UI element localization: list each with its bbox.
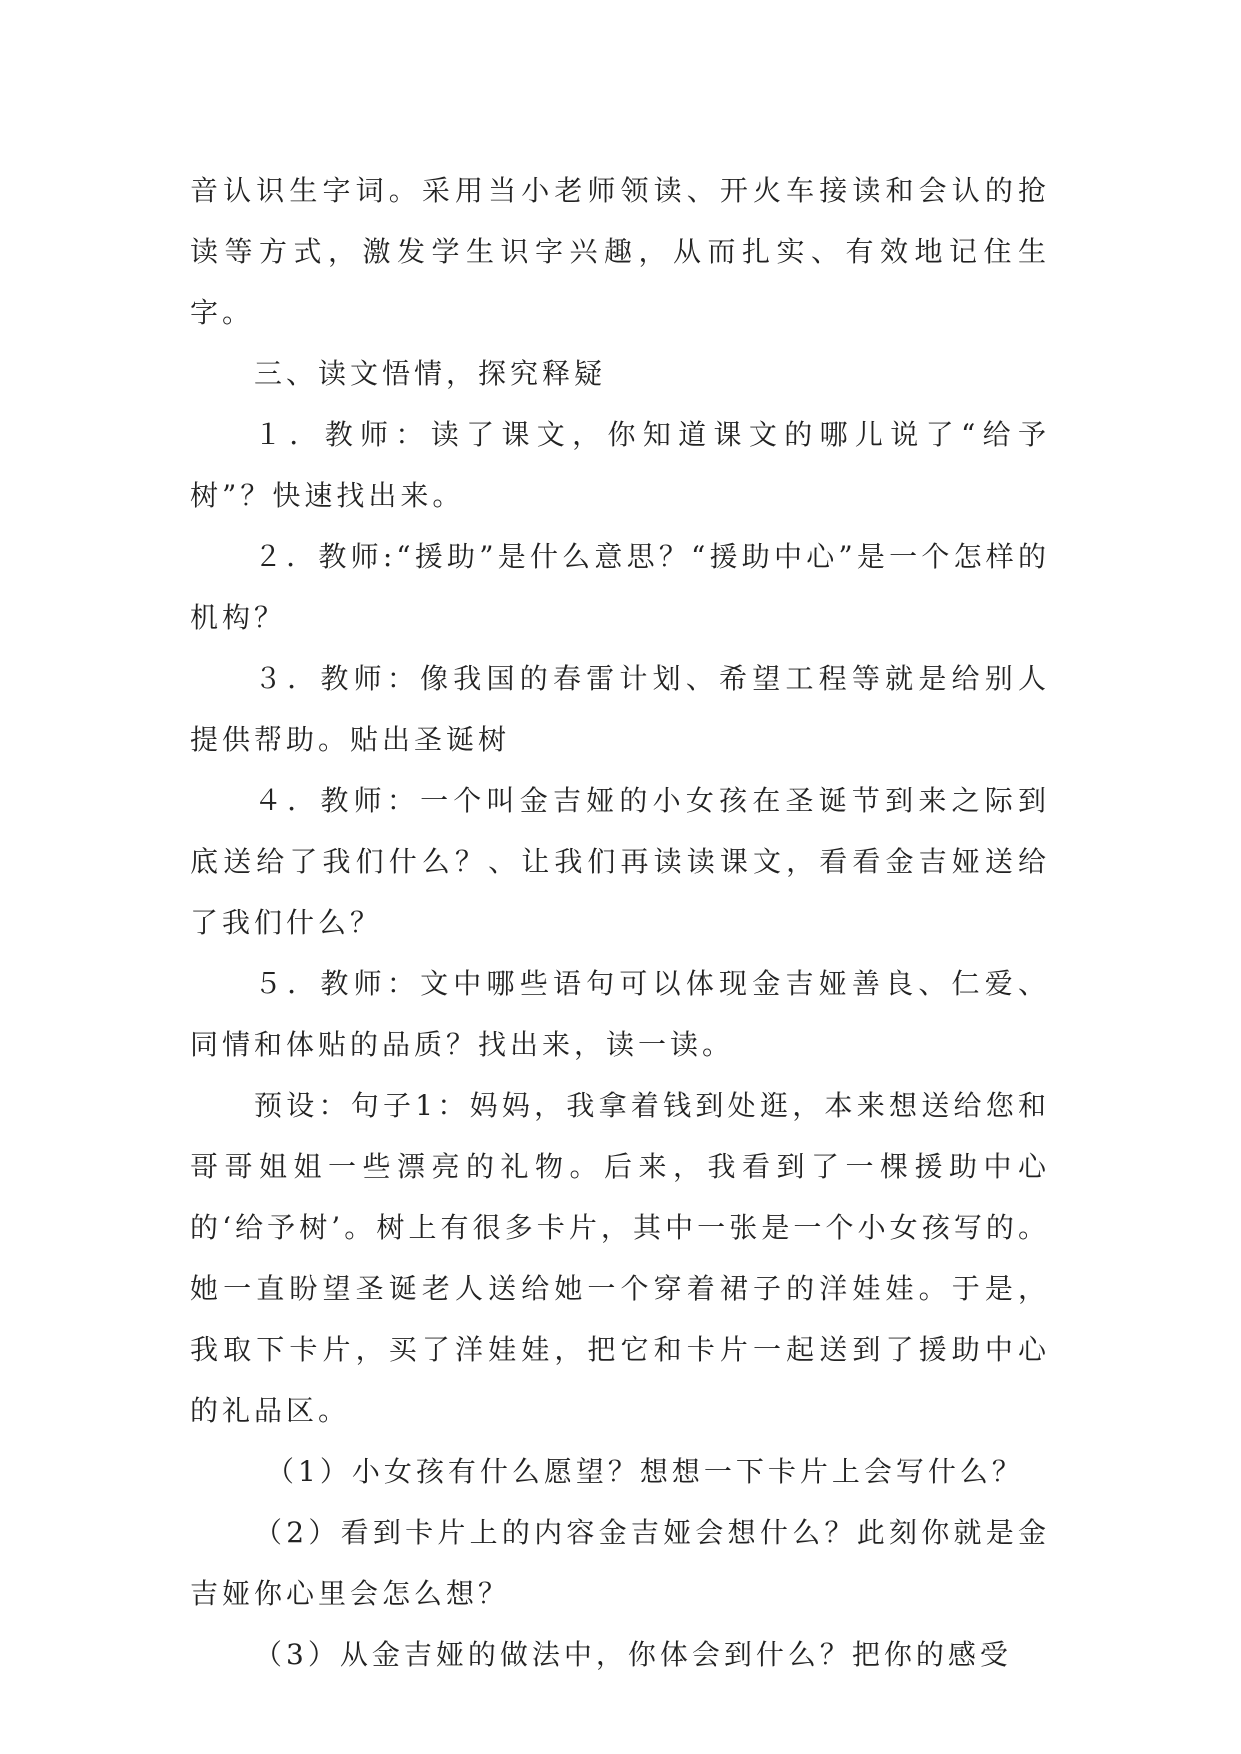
paragraph-item-2: ２．教师:“援助”是什么意思？“援助中心”是一个怎样的机构？	[190, 540, 1050, 634]
paragraph-continued: 音认识生字词。采用当小老师领读、开火车接读和会认的抢读等方式，激发学生识字兴趣，从而扎实、有效地记住生字。	[190, 174, 1050, 329]
document-body	[190, 160, 1050, 1685]
section-heading: 三、读文悟情，探究释疑	[254, 357, 607, 390]
question-1: （1）小女孩有什么愿望？想想一下卡片上会写什么？	[266, 1455, 1024, 1488]
paragraph-item-1: １．教师：读了课文，你知道课文的哪儿说了“给予树”？快速找出来。	[190, 418, 1050, 512]
paragraph-item-5: ５．教师：文中哪些语句可以体现金吉娅善良、仁爱、同情和体贴的品质？找出来，读一读。	[190, 967, 1050, 1061]
paragraph-item-4: ４．教师：一个叫金吉娅的小女孩在圣诞节到来之际到底送给了我们什么？、让我们再读读课文，看看金吉娅送给了我们什么？	[190, 784, 1050, 939]
paragraph-item-3: ３．教师：像我国的春雷计划、希望工程等就是给别人提供帮助。贴出圣诞树	[190, 662, 1050, 756]
question-3: （3）从金吉娅的做法中，你体会到什么？把你的感受	[254, 1638, 1012, 1671]
question-2: （2）看到卡片上的内容金吉娅会想什么？此刻你就是金吉娅你心里会怎么想？	[190, 1516, 1050, 1610]
paragraph-preset: 预设：句子1：妈妈，我拿着钱到处逛，本来想送给您和哥哥姐姐一些漂亮的礼物。后来，我看到了一棵援助中心的‘给予树’。树上有很多卡片，其中一张是一个小女孩写的。她一直盼望圣诞老人送给她一个穿着裙子的洋娃娃。于是，我取下卡片，买了洋娃娃，把它和卡片一起送到了援助中心的礼品区。	[190, 1089, 1050, 1427]
